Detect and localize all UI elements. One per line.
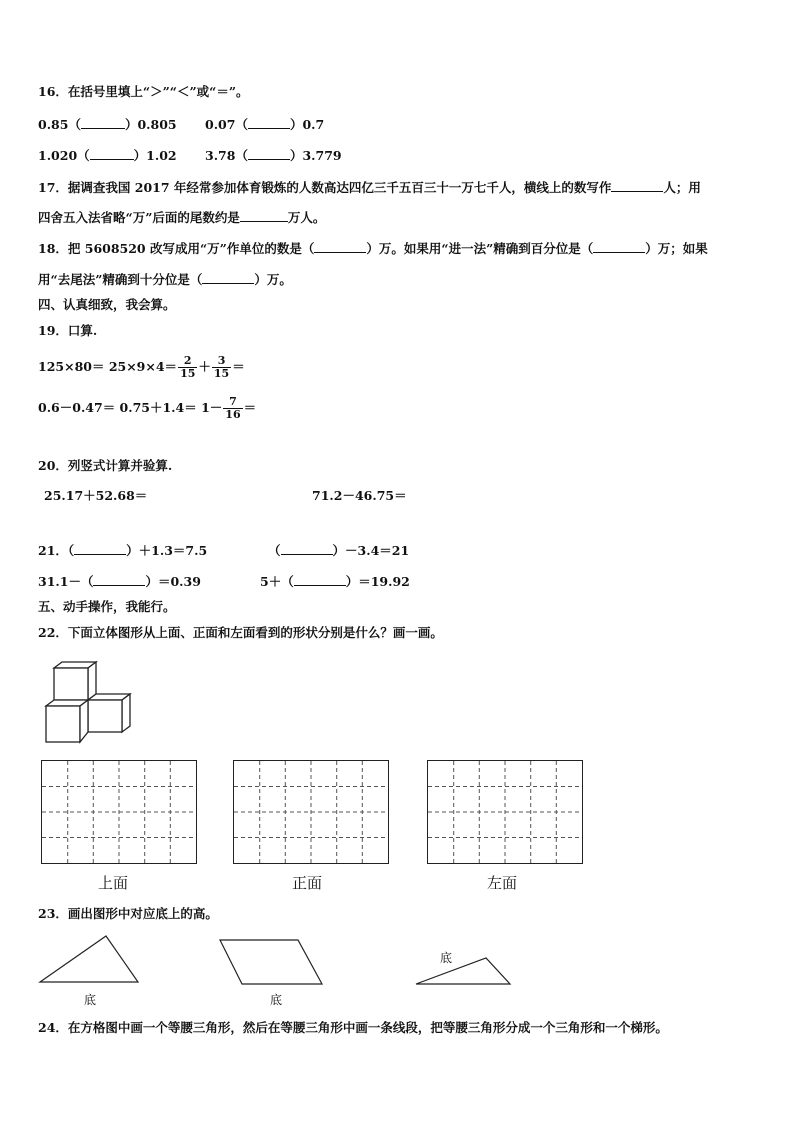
- q18-blank3[interactable]: [202, 271, 254, 284]
- q16-row1b: [205, 116, 324, 133]
- grid-left-lines: [428, 761, 582, 863]
- q16-a-right: ）0.805: [124, 117, 177, 132]
- q16-c-right: ）1.02: [133, 148, 177, 163]
- grid-front-view[interactable]: [233, 760, 389, 864]
- caption-front: 正面: [292, 874, 323, 892]
- q19-frac1-den: 15: [180, 367, 196, 380]
- q16-b-blank[interactable]: [248, 116, 290, 129]
- q19-frac2-den: 15: [213, 367, 230, 380]
- q21-d-right: ）＝19.92: [345, 574, 410, 589]
- q18-line1a: 18．把 5608520 改写成用“万”作单位的数是（: [38, 241, 315, 256]
- q16-d-blank[interactable]: [248, 147, 290, 160]
- q19-frac3: [223, 396, 242, 421]
- q19-frac3-den: 16: [225, 408, 241, 421]
- q18-line2: [38, 271, 292, 288]
- grid-top-view[interactable]: [41, 760, 197, 864]
- caption-top: 上面: [98, 874, 129, 892]
- q16-b-right: ）0.7: [289, 117, 325, 132]
- q16-row2b: [205, 147, 342, 164]
- q17-line2a: 四舍五入法省略“万”后面的尾数约是: [38, 210, 240, 225]
- q17-line2: [38, 209, 325, 226]
- q21-c-left: 31.1－（: [38, 574, 94, 589]
- q21-b-right: ）－3.4＝21: [332, 543, 410, 558]
- q21-c-blank[interactable]: [93, 573, 145, 586]
- q17-line1b: 人；用: [663, 180, 701, 195]
- triangle-1: [36, 932, 142, 986]
- q19-r1-eq: ＝: [232, 359, 245, 374]
- q21-c-right: ）＝0.39: [145, 574, 201, 589]
- label-base-2: 底: [270, 993, 283, 1007]
- q17-blank2[interactable]: [240, 209, 288, 222]
- grid-front-lines: [234, 761, 388, 863]
- q21-row2: [38, 573, 201, 590]
- caption-left: 左面: [487, 874, 518, 892]
- q21-row1: [38, 542, 207, 559]
- q19-title: 19．口算.: [38, 323, 98, 338]
- q18-blank2[interactable]: [593, 240, 645, 253]
- q19-row2: [38, 394, 256, 422]
- q17-blank1[interactable]: [611, 179, 663, 192]
- q16-a-left: 0.85（: [38, 117, 81, 132]
- q17-line2b: 万人。: [287, 210, 326, 225]
- q19-frac2: [212, 355, 231, 380]
- q16-d-left: 3.78（: [205, 148, 248, 163]
- q19-frac1: [178, 355, 197, 380]
- q16-title: 16．在括号里填上“＞”“＜”或“＝”。: [38, 84, 249, 99]
- q18-line2a: 用“去尾法”精确到十分位是（: [38, 272, 203, 287]
- q20-a: 25.17＋52.68＝: [44, 488, 148, 503]
- section4-heading: 四、认真细致，我会算。: [38, 297, 176, 312]
- q19-plus: ＋: [198, 359, 211, 374]
- q21-a-blank[interactable]: [74, 542, 126, 555]
- q21-d-left: 5＋（: [260, 574, 294, 589]
- q17-line1: [38, 179, 701, 196]
- q20-title: 20．列竖式计算并验算.: [38, 458, 173, 473]
- q21-b-blank[interactable]: [281, 542, 333, 555]
- q18-line1b: ）万。如果用“进一法”精确到百分位是（: [366, 241, 594, 256]
- label-base-3: 底: [440, 951, 453, 965]
- q16-a-blank[interactable]: [81, 116, 125, 129]
- q21-row2b: [260, 573, 410, 590]
- q16-c-blank[interactable]: [90, 147, 134, 160]
- q18-line1c: ）万；如果: [645, 241, 708, 256]
- q16-row1: [38, 116, 177, 133]
- q24-title: 24．在方格图中画一个等腰三角形，然后在等腰三角形中画一条线段，把等腰三角形分成一个三角形和一个梯形。: [38, 1020, 668, 1035]
- q18-line2b: ）万。: [254, 272, 292, 287]
- section5-heading: 五、动手操作，我能行。: [38, 599, 176, 614]
- grid-top-lines: [42, 761, 196, 863]
- q21-a-left: 21．（: [38, 543, 75, 558]
- q19-row1: [38, 353, 245, 381]
- q19-frac2-num: 3: [212, 355, 231, 368]
- q22-title: 22．下面立体图形从上面、正面和左面看到的形状分别是什么？画一画。: [38, 625, 443, 640]
- cube-figure: [42, 660, 134, 746]
- q18-blank1[interactable]: [314, 240, 366, 253]
- q21-row1b: [268, 542, 409, 559]
- label-base-1: 底: [84, 993, 97, 1007]
- q19-r2-eq: ＝: [243, 400, 257, 415]
- q16-b-left: 0.07（: [205, 117, 248, 132]
- q16-d-right: ）3.779: [289, 148, 342, 163]
- q21-a-right: ）＋1.3＝7.5: [126, 543, 208, 558]
- q16-c-left: 1.020（: [38, 148, 90, 163]
- q21-d-blank[interactable]: [294, 573, 346, 586]
- triangle-3: [412, 954, 512, 988]
- q17-line1a: 17．据调查我国 2017 年经常参加体育锻炼的人数高达四亿三千五百三十一万七千人，横线上的数写作: [38, 180, 612, 195]
- q20-b: 71.2－46.75＝: [312, 488, 407, 503]
- parallelogram: [218, 936, 326, 988]
- q23-title: 23．画出图形中对应底上的高。: [38, 906, 218, 921]
- grid-left-view[interactable]: [427, 760, 583, 864]
- q19-r2a: 0.6－0.47＝ 0.75＋1.4＝ 1－: [38, 400, 223, 415]
- q19-r1a: 125×80＝ 25×9×4＝: [38, 359, 178, 374]
- q21-b-left: （: [268, 543, 281, 558]
- q16-row2: [38, 147, 177, 164]
- q19-frac1-num: 2: [178, 355, 197, 368]
- q18-line1: [38, 240, 708, 257]
- q19-frac3-num: 7: [223, 396, 242, 409]
